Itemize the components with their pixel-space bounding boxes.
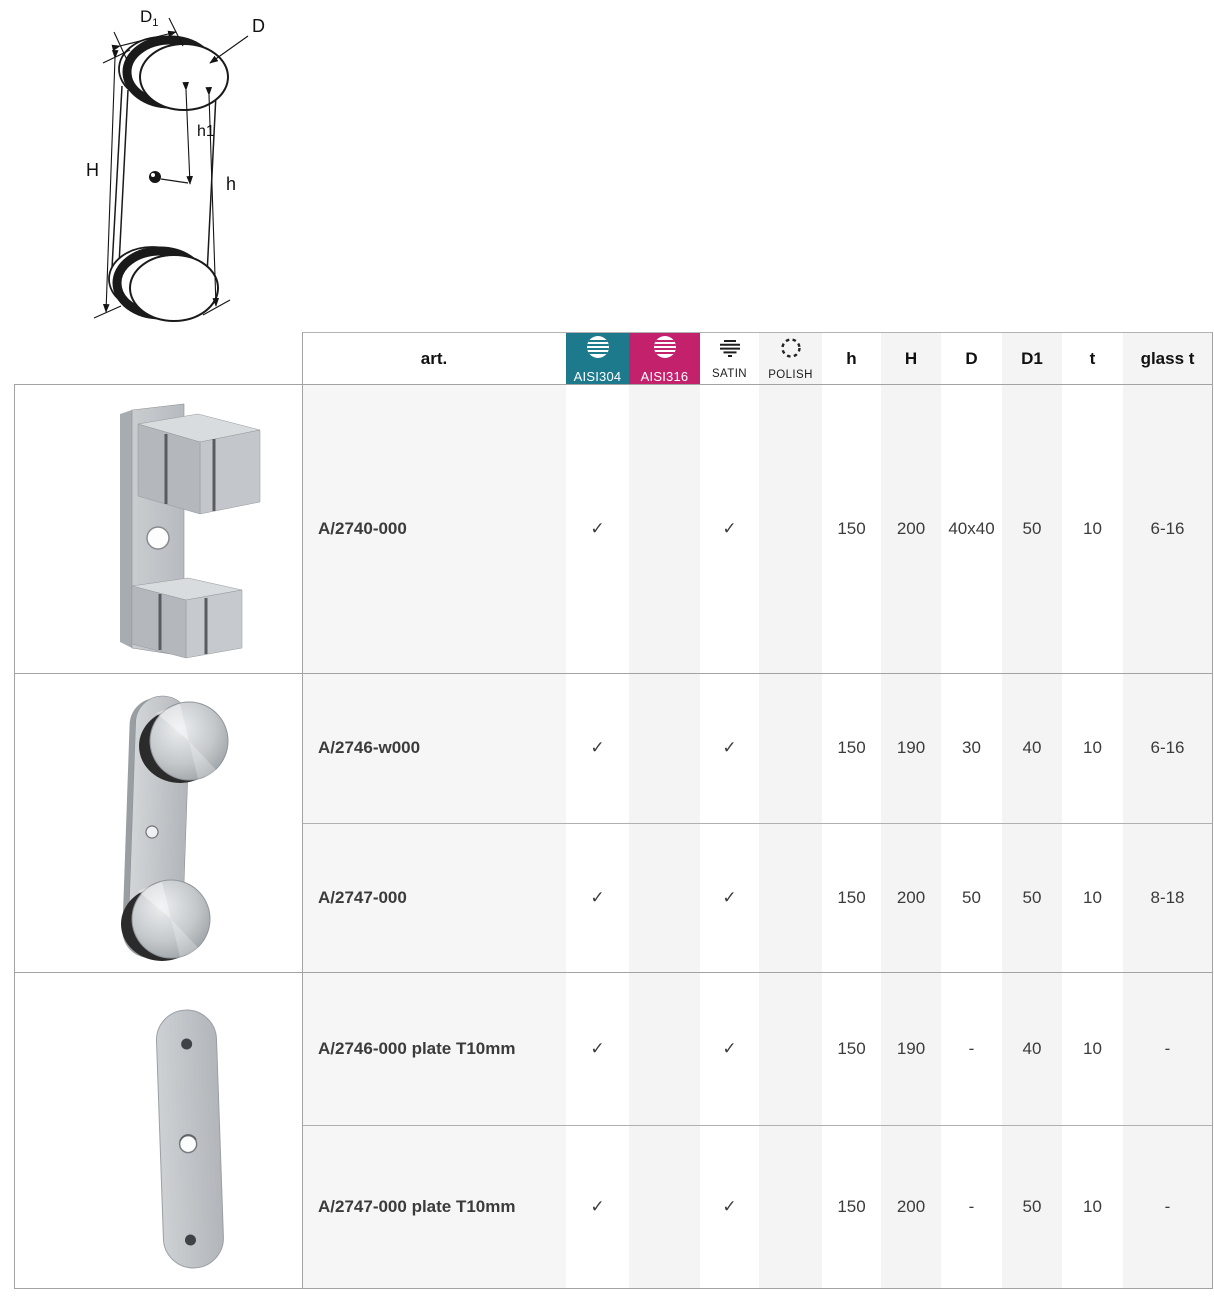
diagram-label-h1: h1 — [197, 123, 215, 140]
cell-glass-t: - — [1123, 1125, 1212, 1288]
cell-aisi304: ✓ — [590, 518, 605, 538]
cell-D1: 50 — [1002, 823, 1062, 972]
dashed-circle-icon — [779, 337, 803, 364]
cell-satin: ✓ — [722, 887, 737, 907]
article-label: A/2740-000 — [318, 518, 407, 538]
header-satin-label: SATIN — [711, 367, 747, 380]
square-clamp-glass-adapter-photo — [80, 392, 300, 675]
cell-satin: ✓ — [722, 1196, 737, 1216]
header-aisi304 — [566, 333, 629, 385]
article-cell — [302, 823, 566, 972]
header-aisi316-label: AISI316 — [640, 369, 689, 384]
header-polish — [759, 333, 822, 385]
cell-h: 150 — [837, 887, 866, 907]
satin-stripes-icon — [718, 339, 742, 363]
cell-H: 190 — [881, 972, 941, 1125]
table-mid-border — [302, 332, 303, 1288]
dimension-diagram-svg — [58, 0, 302, 332]
cell-polish — [759, 823, 822, 972]
article-label: A/2747-000 — [318, 887, 407, 907]
cell-h: 150 — [837, 1038, 866, 1058]
row-border — [303, 1125, 1212, 1126]
cell-D1: 40 — [1002, 673, 1062, 823]
cell-D: - — [968, 1038, 975, 1058]
cell-aisi304: ✓ — [590, 1196, 605, 1216]
diagram-label-D1: $D_1$ — [140, 7, 159, 29]
cell-H: 200 — [881, 384, 941, 673]
article-cell — [302, 384, 566, 673]
cell-aisi316 — [629, 673, 700, 823]
cell-aisi316 — [629, 384, 700, 673]
table-row — [302, 972, 1212, 1125]
article-cell — [302, 673, 566, 823]
table-bottom-border — [14, 1288, 1213, 1289]
table-row — [302, 1125, 1212, 1288]
cell-D: 40x40 — [948, 518, 995, 538]
header-art-label: art. — [420, 349, 448, 368]
header-dim-t: t — [1089, 349, 1096, 368]
table-header-row — [302, 332, 1212, 385]
cell-polish — [759, 972, 822, 1125]
cell-D1: 40 — [1002, 972, 1062, 1125]
cell-D1: 50 — [1002, 1125, 1062, 1288]
cell-glass-t: 6-16 — [1123, 384, 1212, 673]
cell-h: 150 — [837, 518, 866, 538]
cell-h: 150 — [837, 1196, 866, 1216]
diagram-label-h: h — [226, 174, 237, 194]
article-label: A/2746-000 plate T10mm — [318, 1038, 516, 1058]
cell-t: 10 — [1083, 1038, 1102, 1058]
header-dim-H: H — [881, 333, 941, 385]
table-row — [302, 673, 1212, 823]
cell-t: 10 — [1083, 518, 1102, 538]
header-aisi304-label: AISI304 — [573, 369, 622, 384]
cell-satin: ✓ — [722, 1038, 737, 1058]
cell-H: 200 — [881, 1125, 941, 1288]
row-border — [303, 823, 1212, 824]
header-dim-D1: D1 — [1002, 333, 1062, 385]
cell-t: 10 — [1083, 887, 1102, 907]
cell-D: 50 — [962, 887, 981, 907]
header-bottom-border — [14, 384, 1213, 385]
cell-h: 150 — [837, 738, 866, 757]
cell-glass-t: 6-16 — [1123, 673, 1212, 823]
article-cell — [302, 1125, 566, 1288]
article-label: A/2746-w000 — [318, 738, 421, 757]
cell-satin: ✓ — [722, 738, 737, 757]
header-dim-D: D — [965, 349, 978, 368]
striped-steel-ball-icon — [652, 334, 678, 365]
cell-H: 200 — [881, 823, 941, 972]
cell-polish — [759, 673, 822, 823]
table-row — [302, 823, 1212, 972]
cell-aisi316 — [629, 972, 700, 1125]
diagram-hole — [149, 171, 161, 183]
header-polish-label: POLISH — [768, 369, 813, 381]
cell-aisi304: ✓ — [590, 1038, 605, 1058]
cell-t: 10 — [1083, 738, 1102, 757]
cell-aisi316 — [629, 823, 700, 972]
diagram-label-D: D — [252, 16, 265, 36]
cell-glass-t: 8-18 — [1123, 823, 1212, 972]
cell-H: 190 — [881, 673, 941, 823]
cell-polish — [759, 384, 822, 673]
oval-mounting-plate-photo — [104, 996, 274, 1287]
cell-t: 10 — [1083, 1196, 1102, 1216]
cell-D1: 50 — [1002, 384, 1062, 673]
header-satin — [700, 333, 759, 385]
cell-aisi316 — [629, 1125, 700, 1288]
table-row — [302, 384, 1212, 673]
article-cell — [302, 972, 566, 1125]
cell-D: 30 — [962, 738, 981, 757]
header-dim-glass-t: glass t — [1123, 333, 1212, 385]
table-left-border — [14, 384, 15, 1288]
cell-aisi304: ✓ — [590, 887, 605, 907]
striped-steel-ball-icon — [585, 334, 611, 365]
cell-D: - — [968, 1196, 975, 1216]
header-dim-h: h — [846, 349, 857, 368]
dimension-diagram — [58, 0, 302, 337]
cell-polish — [759, 1125, 822, 1288]
header-aisi316 — [629, 333, 700, 385]
table-right-border — [1212, 332, 1213, 1288]
round-disc-glass-adapter-photo — [92, 684, 292, 975]
cell-aisi304: ✓ — [590, 738, 605, 757]
diagram-label-H: H — [86, 160, 99, 180]
article-label: A/2747-000 plate T10mm — [318, 1196, 516, 1216]
group-border — [14, 972, 1213, 973]
header-art — [302, 333, 566, 385]
cell-glass-t: - — [1123, 972, 1212, 1125]
cell-satin: ✓ — [722, 518, 737, 538]
group-border — [14, 673, 1213, 674]
